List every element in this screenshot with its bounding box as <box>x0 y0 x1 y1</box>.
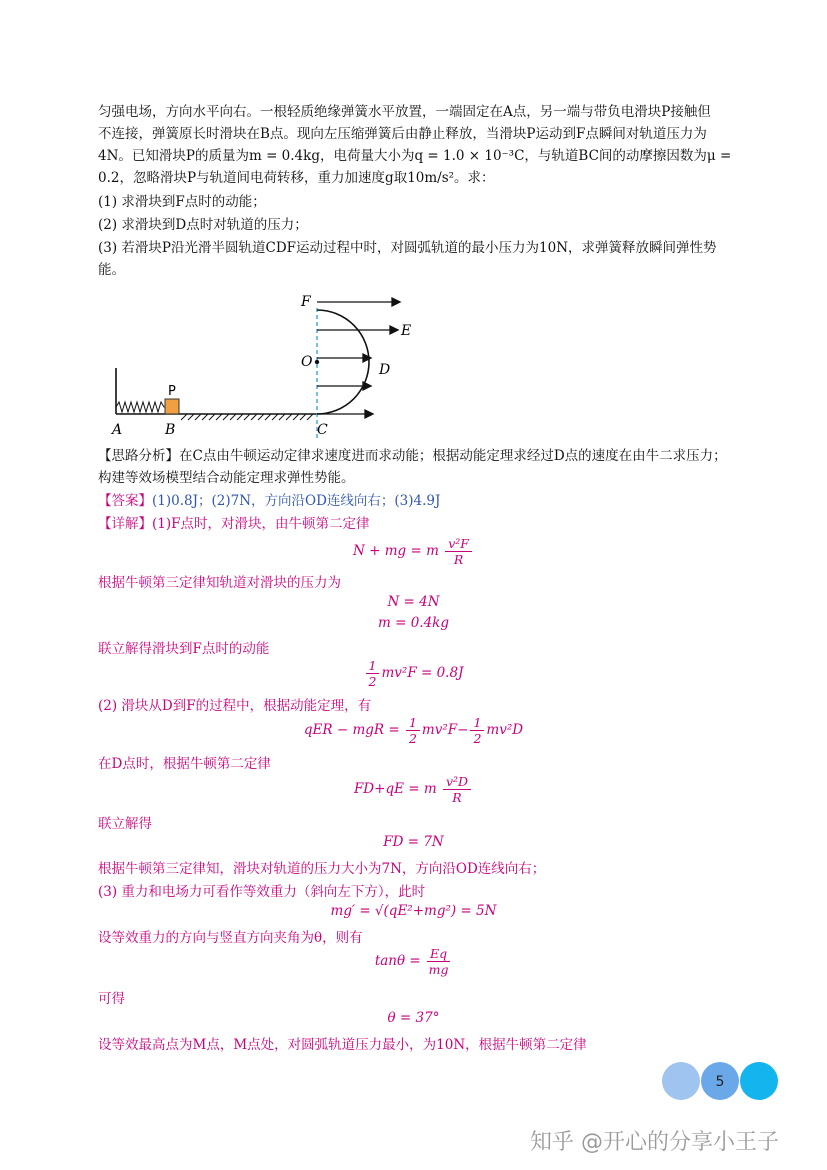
solution-step-2: 根据牛顿第三定律知轨道对滑块的压力为 <box>98 575 341 591</box>
equation-4 <box>0 658 827 689</box>
equation-2: N = 4N <box>387 594 440 610</box>
solution-step-4: (2) 滑块从D到F的过程中，根据动能定理，有 <box>98 698 372 714</box>
label-o: O <box>301 354 313 370</box>
equation-4-denominator: 2 <box>368 674 377 689</box>
equation-1 <box>0 536 827 567</box>
solution-step-1: (1)F点时，对滑块，由牛顿第二定律 <box>152 516 370 532</box>
equation-6-fraction <box>443 774 471 805</box>
equation-5-mid: mv²F− <box>421 722 469 738</box>
equation-5-fraction-b <box>470 715 484 746</box>
label-b: B <box>165 422 176 438</box>
spring <box>116 402 165 412</box>
equation-1-numerator: v²F <box>445 536 472 552</box>
equation-8: mg′ = √(qE²+mg²) = 5N <box>330 903 497 919</box>
label-e: E <box>401 323 412 339</box>
label-f: F <box>301 294 311 310</box>
solution-step-9: 设等效重力的方向与竖直方向夹角为θ，则有 <box>98 930 363 946</box>
equation-9 <box>0 946 827 977</box>
equation-10: θ = 37° <box>387 1010 440 1026</box>
physics-diagram <box>105 288 425 440</box>
equation-5-left: qER − mgR = <box>303 722 400 738</box>
analysis-text-1: 在C点由牛顿运动定律求速度进而求动能；根据动能定理求经过D点的速度在由牛二求压力； <box>179 448 727 464</box>
analysis-line-2: 构建等效场模型结合动能定理求弹性势能。 <box>98 470 355 486</box>
answer-tag: 【答案】 <box>98 493 152 509</box>
solution-step-8: (3) 重力和电场力可看作等效重力（斜向左下方），此时 <box>98 884 426 900</box>
solution-step-11: 设等效最高点为M点，M点处，对圆弧轨道压力最小，为10N，根据牛顿第二定律 <box>98 1037 587 1053</box>
equation-5-numerator-b: 1 <box>470 715 484 731</box>
solution-step-3: 联立解得滑块到F点时的动能 <box>98 641 270 657</box>
equation-5-numerator-a: 1 <box>406 715 420 731</box>
center-point <box>315 360 319 364</box>
equation-5-right: mv²D <box>486 722 524 738</box>
question-3-line-2: 能。 <box>98 262 125 278</box>
equation-5-denominator-b: 2 <box>473 731 482 746</box>
label-p: P <box>168 384 176 399</box>
equation-1-denominator: R <box>453 552 464 567</box>
block-p <box>165 399 179 414</box>
problem-line-4: 0.2，忽略滑块P与轨道间电荷转移，重力加速度g取10m/s²。求： <box>98 170 495 186</box>
question-3-line-1: (3) 若滑块P沿光滑半圆轨道CDF运动过程中时，对圆弧轨道的最小压力为10N，求弹簧释放瞬间弹性势 <box>98 240 717 256</box>
question-2: (2) 求滑块到D点时对轨道的压力； <box>98 217 308 233</box>
equation-6-left: FD+qE = m <box>353 781 437 797</box>
equation-4-numerator: 1 <box>366 658 380 674</box>
solution-line-1 <box>98 512 370 532</box>
equation-5-denominator-a: 2 <box>408 731 417 746</box>
equation-7: FD = 7N <box>383 834 444 850</box>
solution-step-6: 联立解得 <box>98 816 152 832</box>
solution-step-5: 在D点时，根据牛顿第二定律 <box>98 756 271 772</box>
problem-line-3: 4N。已知滑块P的质量为m = 0.4kg，电荷量大小为q = 1.0 × 10⁻³C，与轨道BC间的动摩擦因数为μ = <box>98 148 732 164</box>
equation-1-left: N + mg = m <box>353 543 439 559</box>
page-number: 5 <box>715 1074 725 1090</box>
equation-9-left: tanθ = <box>374 953 421 969</box>
equation-6-denominator: R <box>452 790 462 805</box>
equation-9-fraction <box>427 946 450 977</box>
equation-6 <box>0 774 827 805</box>
answer-line <box>98 489 440 509</box>
label-c: C <box>317 422 328 438</box>
electric-field-arrows <box>317 298 400 418</box>
solution-step-10: 可得 <box>98 991 125 1007</box>
equation-9-denominator: mg <box>428 962 449 977</box>
equation-6-numerator: v²D <box>443 774 471 790</box>
equation-4-right: mv²F = 0.8J <box>381 665 464 681</box>
equation-3: m = 0.4kg <box>378 615 449 631</box>
problem-line-2: 不连接，弹簧原长时滑块在B点。现向左压缩弹簧后由静止释放，当滑块P运动到F点瞬间对轨道压力为 <box>98 126 707 142</box>
question-1: (1) 求滑块到F点时的动能； <box>98 194 266 210</box>
equation-4-fraction <box>366 658 380 689</box>
equation-5 <box>0 715 827 746</box>
label-d: D <box>379 362 391 378</box>
equation-1-fraction <box>445 536 472 567</box>
page-number-badge <box>662 1062 778 1100</box>
semicircle-track <box>317 310 369 414</box>
solution-tag: 【详解】 <box>98 516 152 532</box>
watermark: 知乎 @开心的分享小王子 <box>530 1130 779 1155</box>
equation-9-numerator: Eq <box>427 946 450 962</box>
label-a: A <box>112 422 123 438</box>
problem-line-1: 匀强电场，方向水平向右。一根轻质绝缘弹簧水平放置，一端固定在A点，另一端与带负电滑块P接触但 <box>98 104 711 120</box>
analysis-line-1 <box>98 444 727 464</box>
analysis-tag: 【思路分析】 <box>98 448 179 464</box>
equation-5-fraction-a <box>406 715 420 746</box>
answer-text: (1)0.8J；(2)7N，方向沿OD连线向右；(3)4.9J <box>152 493 441 509</box>
ground-hatching <box>181 414 313 420</box>
solution-step-7: 根据牛顿第三定律知，滑块对轨道的压力大小为7N，方向沿OD连线向右； <box>98 861 546 877</box>
